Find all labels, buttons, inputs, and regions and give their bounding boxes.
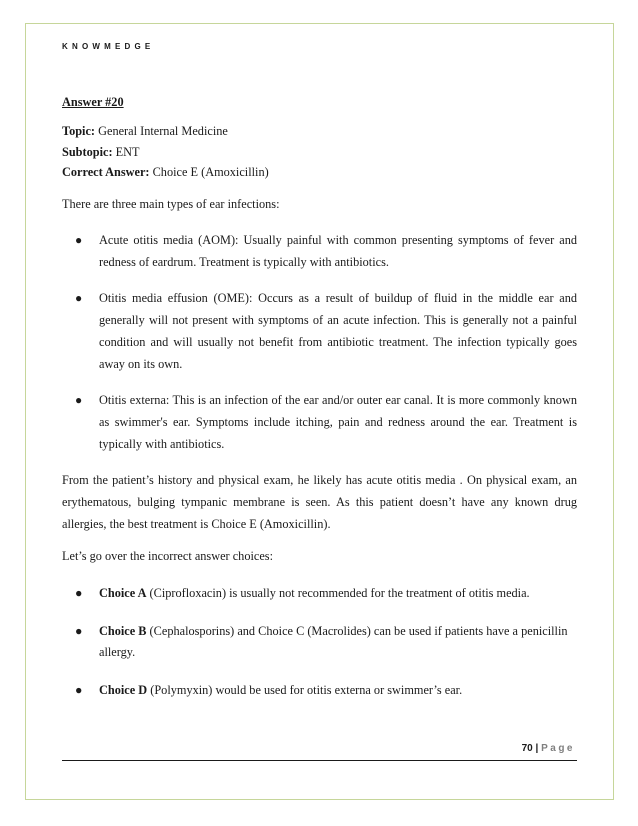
page-number: 70 (521, 743, 533, 754)
choice-label: Choice A (99, 585, 147, 600)
list-item (62, 229, 577, 273)
subtopic-line (62, 142, 577, 163)
header-brand: KNOWMEDGE (62, 42, 155, 51)
topic-value: General Internal Medicine (95, 124, 228, 138)
correct-answer-line (62, 162, 577, 183)
ear-infection-types-list (62, 229, 577, 455)
list-item (62, 583, 577, 604)
page-footer (522, 743, 575, 754)
answer-title: Answer #20 (62, 95, 124, 109)
topic-line (62, 121, 577, 142)
intro-text: There are three main types of ear infections: (62, 196, 280, 211)
list-item (62, 389, 577, 455)
list-item (62, 287, 577, 375)
bullet-icon: ● (75, 682, 83, 697)
list-item-text: Otitis media effusion (OME): Occurs as a result of buildup of fluid in the middle ear and generally will not present with symptoms of an acute infection. This is generally not a painful condition and will usually not benefit from antibiotic treatment. The infection typically goes away on its own. (99, 290, 577, 371)
incorrect-choices-intro: Let’s go over the incorrect answer choices: (62, 548, 274, 563)
choice-label: Choice D (99, 682, 148, 697)
bullet-icon: ● (75, 392, 83, 407)
correct-answer-value: Choice E (Amoxicillin) (149, 165, 269, 179)
footer-separator: | (532, 743, 542, 754)
subtopic-value: ENT (112, 144, 140, 159)
footer-rule (62, 760, 577, 761)
correct-answer-label: Correct Answer: (62, 165, 150, 179)
list-item-text: Acute otitis media (AOM): Usually painful with common presenting symptoms of fever and redness of eardrum. Treatment is typically with antibiotics. (99, 232, 577, 269)
list-item (62, 680, 577, 701)
choice-text: (Polymyxin) would be used for otitis externa or swimmer’s ear. (147, 682, 463, 697)
bullet-icon: ● (75, 585, 83, 600)
choice-label: Choice B (99, 623, 147, 638)
choice-text: (Cephalosporins) and Choice C (Macrolides) can be used if patients have a penicillin allergy. (99, 623, 568, 659)
topic-label: Topic: (62, 124, 96, 138)
bullet-icon: ● (75, 290, 83, 305)
document-body (62, 92, 577, 718)
choice-text: (Ciprofloxacin) is usually not recommended for the treatment of otitis media. (146, 585, 530, 600)
bullet-icon: ● (75, 623, 83, 638)
list-item (62, 621, 577, 663)
explanation-paragraph: From the patient’s history and physical exam, he likely has acute otitis media . On physical exam, an erythematous, bulging tympanic membrane is seen. As this patient doesn’t have any known drug allergies, the best treatment is Choice E (Amoxicillin). (62, 472, 577, 531)
incorrect-choices-list (62, 583, 577, 701)
list-item-text: Otitis externa: This is an infection of the ear and/or outer ear canal. It is more commonly known as swimmer's ear. Symptoms include itching, pain and redness around the ear. Treatment is typically with antibiotics. (99, 392, 577, 451)
page-word: Page (541, 743, 575, 754)
bullet-icon: ● (75, 232, 83, 247)
subtopic-label: Subtopic: (62, 144, 113, 159)
